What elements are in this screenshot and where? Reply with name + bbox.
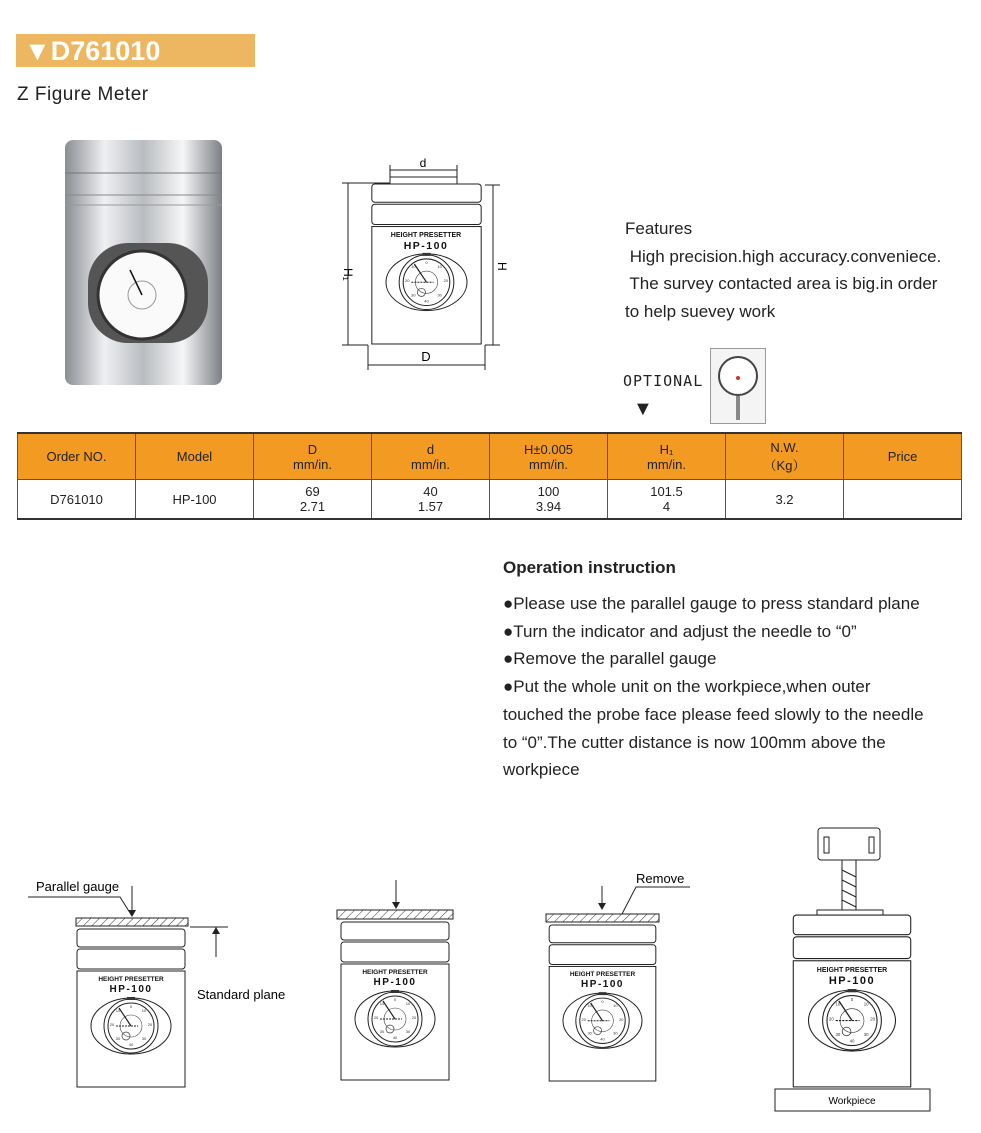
table-cell	[608, 480, 726, 520]
cell-line: mm/in.	[529, 456, 568, 472]
cell-line: Price	[887, 449, 918, 464]
table-cell	[608, 433, 726, 480]
cell-line: N.W.	[770, 439, 799, 455]
dimension-h-label: H	[495, 262, 509, 271]
table-cell	[254, 433, 372, 480]
operation-step: ●Please use the parallel gauge to press standard plane	[503, 594, 920, 613]
cell-line: （Kg）	[763, 457, 806, 473]
features-title: Features	[625, 219, 693, 238]
optional-label: OPTIONAL	[623, 372, 704, 390]
cell-line: 40	[423, 484, 438, 499]
table-cell	[372, 433, 490, 480]
features-line: High precision.high accuracy.conveniece.	[625, 247, 942, 266]
table-cell	[136, 433, 254, 480]
cell-line: D	[307, 441, 318, 457]
table-header-row	[18, 433, 962, 480]
device-label-line2: HP-100	[581, 979, 624, 990]
table-cell	[844, 480, 962, 520]
step-4-diagram	[770, 825, 935, 1115]
table-cell	[490, 433, 608, 480]
cell-line: HP-100	[172, 491, 217, 507]
optional-dial-indicator-photo	[710, 348, 766, 424]
table-row	[18, 480, 962, 520]
device-label-line1: HEIGHT PRESETTER	[816, 967, 888, 974]
operation-step: ●Remove the parallel gauge	[503, 649, 717, 669]
step-2-diagram	[330, 875, 465, 1085]
cell-line: mm/in.	[411, 456, 450, 472]
dimension-d-label: d	[419, 156, 427, 170]
cell-line: d	[426, 441, 435, 457]
table-cell	[18, 433, 136, 480]
dimension-D-label: D	[421, 349, 431, 364]
cell-line: 2.71	[299, 499, 326, 514]
cell-line: Model	[176, 449, 213, 464]
device-label-line1: HEIGHT PRESETTER	[569, 971, 636, 978]
step-3-diagram	[540, 868, 700, 1088]
cell-line: 100	[537, 484, 560, 499]
spec-table	[17, 432, 962, 520]
operation-title: Operation instruction	[503, 558, 676, 577]
operation-step: touched the probe face please feed slowly to the needle	[503, 704, 924, 724]
parallel-gauge-label: Parallel gauge	[36, 879, 120, 894]
device-label-line1: HEIGHT PRESETTER	[98, 976, 164, 983]
operation-step: workpiece	[503, 760, 580, 780]
table-cell	[372, 480, 490, 520]
cell-line: Order NO.	[46, 449, 107, 464]
cell-line: 101.5	[650, 484, 683, 499]
down-triangle-icon: ▼	[24, 36, 51, 66]
cell-line: 69	[305, 484, 320, 499]
down-triangle-icon: ▼	[633, 398, 653, 420]
dimension-drawing	[330, 150, 510, 375]
table-cell	[490, 480, 608, 520]
features-line: The survey contacted area is big.in order	[625, 274, 938, 293]
table-cell	[18, 480, 136, 520]
order-number: D761010	[50, 36, 161, 66]
cell-line: H₁	[659, 441, 674, 457]
device-label-line2: HP-100	[109, 984, 153, 995]
operation-step: ●Turn the indicator and adjust the needle to “0”	[503, 621, 857, 641]
step-1-diagram	[20, 870, 320, 1095]
device-label-line1: HEIGHT PRESETTER	[390, 232, 462, 239]
product-subtitle: Z Figure Meter	[17, 84, 149, 105]
features-line: to help suevey work	[625, 302, 776, 321]
device-label-line1: HEIGHT PRESETTER	[362, 969, 428, 976]
cell-line: H±0.005	[523, 441, 574, 457]
device-label-line2: HP-100	[828, 975, 876, 987]
cell-line: 1.57	[417, 499, 444, 514]
cell-line: mm/in.	[647, 456, 686, 472]
table-cell	[844, 433, 962, 480]
device-label-line2: HP-100	[403, 240, 449, 252]
workpiece-label: Workpiece	[828, 1096, 876, 1107]
cell-line: D761010	[50, 491, 103, 507]
cell-line: mm/in.	[293, 456, 332, 472]
product-photo	[60, 135, 230, 390]
table-cell	[726, 480, 844, 520]
cell-line: 3.2	[775, 491, 794, 507]
operation-step: ●Put the whole unit on the workpiece,when outer	[503, 677, 871, 697]
standard-plane-label: Standard plane	[197, 987, 286, 1002]
table-cell	[136, 480, 254, 520]
table-cell	[254, 480, 372, 520]
cell-line: 3.94	[535, 499, 562, 514]
remove-label: Remove	[636, 871, 685, 886]
table-cell	[726, 433, 844, 480]
dimension-h1-label: H₁	[341, 268, 355, 281]
operation-step: to “0”.The cutter distance is now 100mm above the	[503, 732, 886, 752]
cell-line: 4	[662, 499, 671, 514]
product-title-bar	[16, 34, 255, 67]
device-label-line2: HP-100	[373, 977, 417, 988]
